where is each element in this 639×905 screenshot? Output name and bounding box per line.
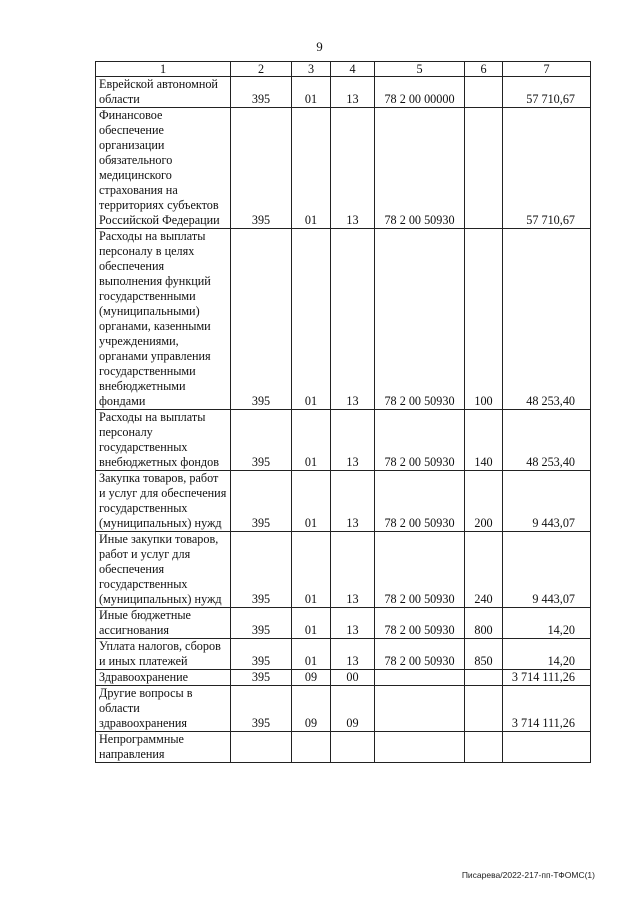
table-row	[96, 77, 591, 108]
gradp-cell: 395	[231, 608, 292, 639]
gradp-cell: 395	[231, 410, 292, 471]
section-cell: 01	[292, 639, 331, 670]
row-name-cell: Непрограммные направления	[96, 732, 231, 763]
expense-type-cell: 100	[465, 229, 503, 410]
row-name-cell: Финансовое обеспечение организации обязательного медицинского страхования на территориях субъектов Российской Федерации	[96, 108, 231, 229]
table-header-row	[96, 62, 591, 77]
table-row	[96, 686, 591, 732]
target-article-cell: 78 2 00 50930	[375, 639, 465, 670]
section-cell: 01	[292, 471, 331, 532]
row-name-cell: Иные бюджетные ассигнования	[96, 608, 231, 639]
expense-type-cell	[465, 108, 503, 229]
subsection-cell: 13	[331, 108, 375, 229]
table-row	[96, 608, 591, 639]
gradp-cell: 395	[231, 229, 292, 410]
subsection-cell: 13	[331, 471, 375, 532]
column-header: 2	[231, 62, 292, 77]
subsection-cell: 13	[331, 532, 375, 608]
amount-cell	[503, 732, 591, 763]
subsection-cell: 13	[331, 410, 375, 471]
table-row	[96, 229, 591, 410]
gradp-cell: 395	[231, 77, 292, 108]
expense-type-cell	[465, 732, 503, 763]
amount-cell: 3 714 111,26	[503, 686, 591, 732]
gradp-cell: 395	[231, 108, 292, 229]
target-article-cell: 78 2 00 50930	[375, 608, 465, 639]
amount-cell: 14,20	[503, 608, 591, 639]
amount-cell: 48 253,40	[503, 229, 591, 410]
subsection-cell: 09	[331, 686, 375, 732]
row-name-cell: Другие вопросы в области здравоохранения	[96, 686, 231, 732]
section-cell: 01	[292, 108, 331, 229]
section-cell: 01	[292, 532, 331, 608]
target-article-cell	[375, 732, 465, 763]
column-header: 6	[465, 62, 503, 77]
table-row	[96, 670, 591, 686]
expense-type-cell	[465, 686, 503, 732]
expense-type-cell: 200	[465, 471, 503, 532]
target-article-cell: 78 2 00 50930	[375, 410, 465, 471]
amount-cell: 57 710,67	[503, 108, 591, 229]
row-name-cell: Здравоохранение	[96, 670, 231, 686]
section-cell: 09	[292, 670, 331, 686]
section-cell: 01	[292, 410, 331, 471]
page-number: 9	[316, 39, 323, 54]
amount-cell: 3 714 111,26	[503, 670, 591, 686]
target-article-cell: 78 2 00 00000	[375, 77, 465, 108]
target-article-cell: 78 2 00 50930	[375, 229, 465, 410]
subsection-cell: 00	[331, 670, 375, 686]
expense-type-cell: 850	[465, 639, 503, 670]
table-row	[96, 732, 591, 763]
table-row	[96, 471, 591, 532]
expense-type-cell: 140	[465, 410, 503, 471]
gradp-cell: 395	[231, 639, 292, 670]
subsection-cell: 13	[331, 639, 375, 670]
column-header: 4	[331, 62, 375, 77]
target-article-cell	[375, 670, 465, 686]
document-id: Писарева/2022-217-пп-ТФОМС(1)	[461, 870, 595, 880]
amount-cell: 14,20	[503, 639, 591, 670]
row-name-cell: Закупка товаров, работ и услуг для обеспечения государственных (муниципальных) нужд	[96, 471, 231, 532]
table-row	[96, 639, 591, 670]
section-cell: 09	[292, 686, 331, 732]
table-row	[96, 108, 591, 229]
row-name-cell: Иные закупки товаров, работ и услуг для обеспечения государственных (муниципальных) нужд	[96, 532, 231, 608]
amount-cell: 9 443,07	[503, 471, 591, 532]
section-cell	[292, 732, 331, 763]
row-name-cell: Расходы на выплаты персоналу государственных внебюджетных фондов	[96, 410, 231, 471]
gradp-cell: 395	[231, 471, 292, 532]
row-name-cell: Расходы на выплаты персоналу в целях обеспечения выполнения функций государственными (муниципальными) органами, казенными учреждениями, органами управления государственными внебюджетными фондами	[96, 229, 231, 410]
expense-type-cell: 800	[465, 608, 503, 639]
subsection-cell: 13	[331, 608, 375, 639]
table-row	[96, 532, 591, 608]
expense-type-cell: 240	[465, 532, 503, 608]
column-header: 7	[503, 62, 591, 77]
subsection-cell	[331, 732, 375, 763]
row-name-cell: Еврейской автономной области	[96, 77, 231, 108]
column-header: 3	[292, 62, 331, 77]
expense-type-cell	[465, 670, 503, 686]
amount-cell: 48 253,40	[503, 410, 591, 471]
gradp-cell: 395	[231, 686, 292, 732]
target-article-cell	[375, 686, 465, 732]
budget-table	[95, 61, 591, 763]
target-article-cell: 78 2 00 50930	[375, 108, 465, 229]
section-cell: 01	[292, 608, 331, 639]
gradp-cell: 395	[231, 670, 292, 686]
column-header: 5	[375, 62, 465, 77]
gradp-cell: 395	[231, 532, 292, 608]
amount-cell: 57 710,67	[503, 77, 591, 108]
target-article-cell: 78 2 00 50930	[375, 471, 465, 532]
gradp-cell	[231, 732, 292, 763]
row-name-cell: Уплата налогов, сборов и иных платежей	[96, 639, 231, 670]
section-cell: 01	[292, 77, 331, 108]
subsection-cell: 13	[331, 229, 375, 410]
section-cell: 01	[292, 229, 331, 410]
amount-cell: 9 443,07	[503, 532, 591, 608]
table-row	[96, 410, 591, 471]
expense-type-cell	[465, 77, 503, 108]
column-header: 1	[96, 62, 231, 77]
subsection-cell: 13	[331, 77, 375, 108]
target-article-cell: 78 2 00 50930	[375, 532, 465, 608]
